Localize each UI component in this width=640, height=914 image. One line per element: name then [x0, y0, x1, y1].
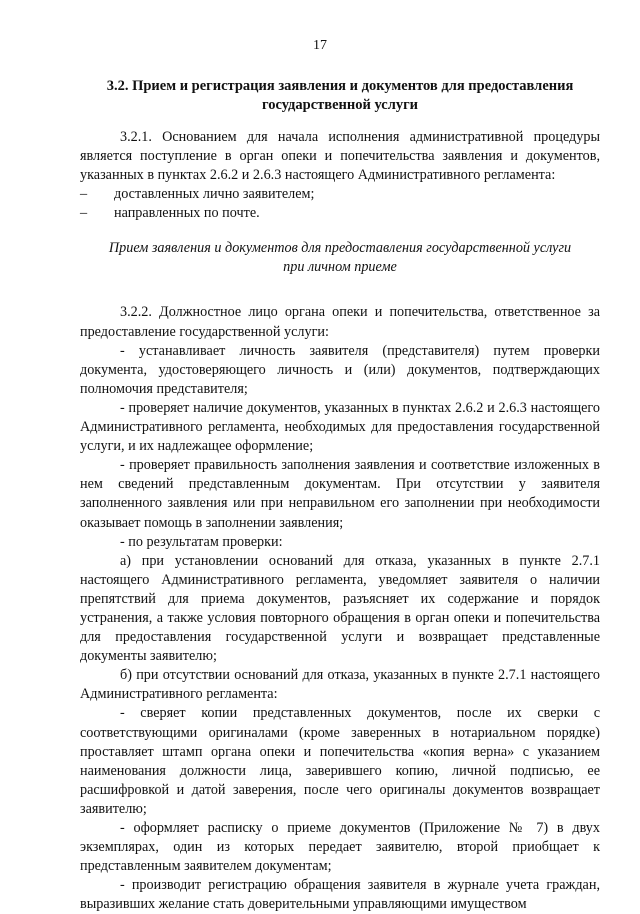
bullet-marker: – [80, 205, 88, 222]
list-item: а) при установлении оснований для отказа, указанных в пункте 2.7.1 настоящего Административного регламента, уведомляет заявителя о наличии препятствий для приема документов, разъясняет их содержание и порядок устранения, а также условия повторного обращения в орган опеки и попечительства для предоставления государственной услуги и возвращает представленные документы заявителю; [80, 552, 600, 665]
list-item: - проверяет наличие документов, указанных в пунктах 2.6.2 и 2.6.3 настоящего Административного регламента, необходимых для предоставления государственной услуги, и их надлежащее оформление; [80, 399, 600, 455]
paragraph-3-2-1: 3.2.1. Основанием для начала исполнения административной процедуры является поступление в орган опеки и попечительства заявления и документов, указанных в пунктах 2.6.2 и 2.6.3 настоящего Административного регламента: [80, 129, 600, 184]
page-number: 17 [313, 38, 327, 53]
list-item: - оформляет расписку о приеме документов (Приложение № 7) в двух экземплярах, один из которых передает заявителю, второй приобщает к представленным заявителем документам; [80, 820, 600, 875]
list-item: - производит регистрацию обращения заявителя в журнале учета граждан, выразивших желание стать доверительными управляющими имуществом [80, 877, 600, 913]
list-item: - сверяет копии представленных документов, после их сверки с соответствующими оригиналами (кроме заверенных в нотариальном порядке) проставляет штамп органа опеки и попечительства «копия верна» с указанием наименования должности лица, заверившего копию, личной подписью, ее расшифровкой и датой заверения, после чего оригиналы документов возвращает заявителю; [80, 705, 600, 817]
list-item: б) при отсутствии оснований для отказа, указанных в пункте 2.7.1 настоящего Административного регламента: [80, 667, 600, 703]
list-item [80, 204, 600, 223]
list-item [80, 185, 600, 204]
list-item: - по результатам проверки: [120, 533, 283, 550]
bullet-text: направленных по почте. [114, 205, 260, 222]
bullet-text: доставленных лично заявителем; [114, 186, 315, 203]
subsection-heading: Прием заявления и документов для предоставления государственной услуги при личном приеме [108, 240, 572, 276]
list-item: - проверяет правильность заполнения заявления и соответствие изложенных в нем сведений представленным документам. При отсутствии у заявителя заполненного заявления или при неправильном его заполнении при необходимости оказывает помощь в заполнении заявления; [80, 457, 600, 531]
bullet-marker: – [80, 186, 88, 203]
document-body [80, 128, 600, 914]
section-heading: 3.2. Прием и регистрация заявления и документов для предоставления государственной услуги [106, 78, 574, 113]
list-item: - устанавливает личность заявителя (представителя) путем проверки документа, удостоверяющего личность и (или) документов, подтверждающих полномочия представителя; [80, 342, 600, 397]
paragraph-3-2-2: 3.2.2. Должностное лицо органа опеки и попечительства, ответственное за предоставление государственной услуги: [80, 304, 600, 340]
